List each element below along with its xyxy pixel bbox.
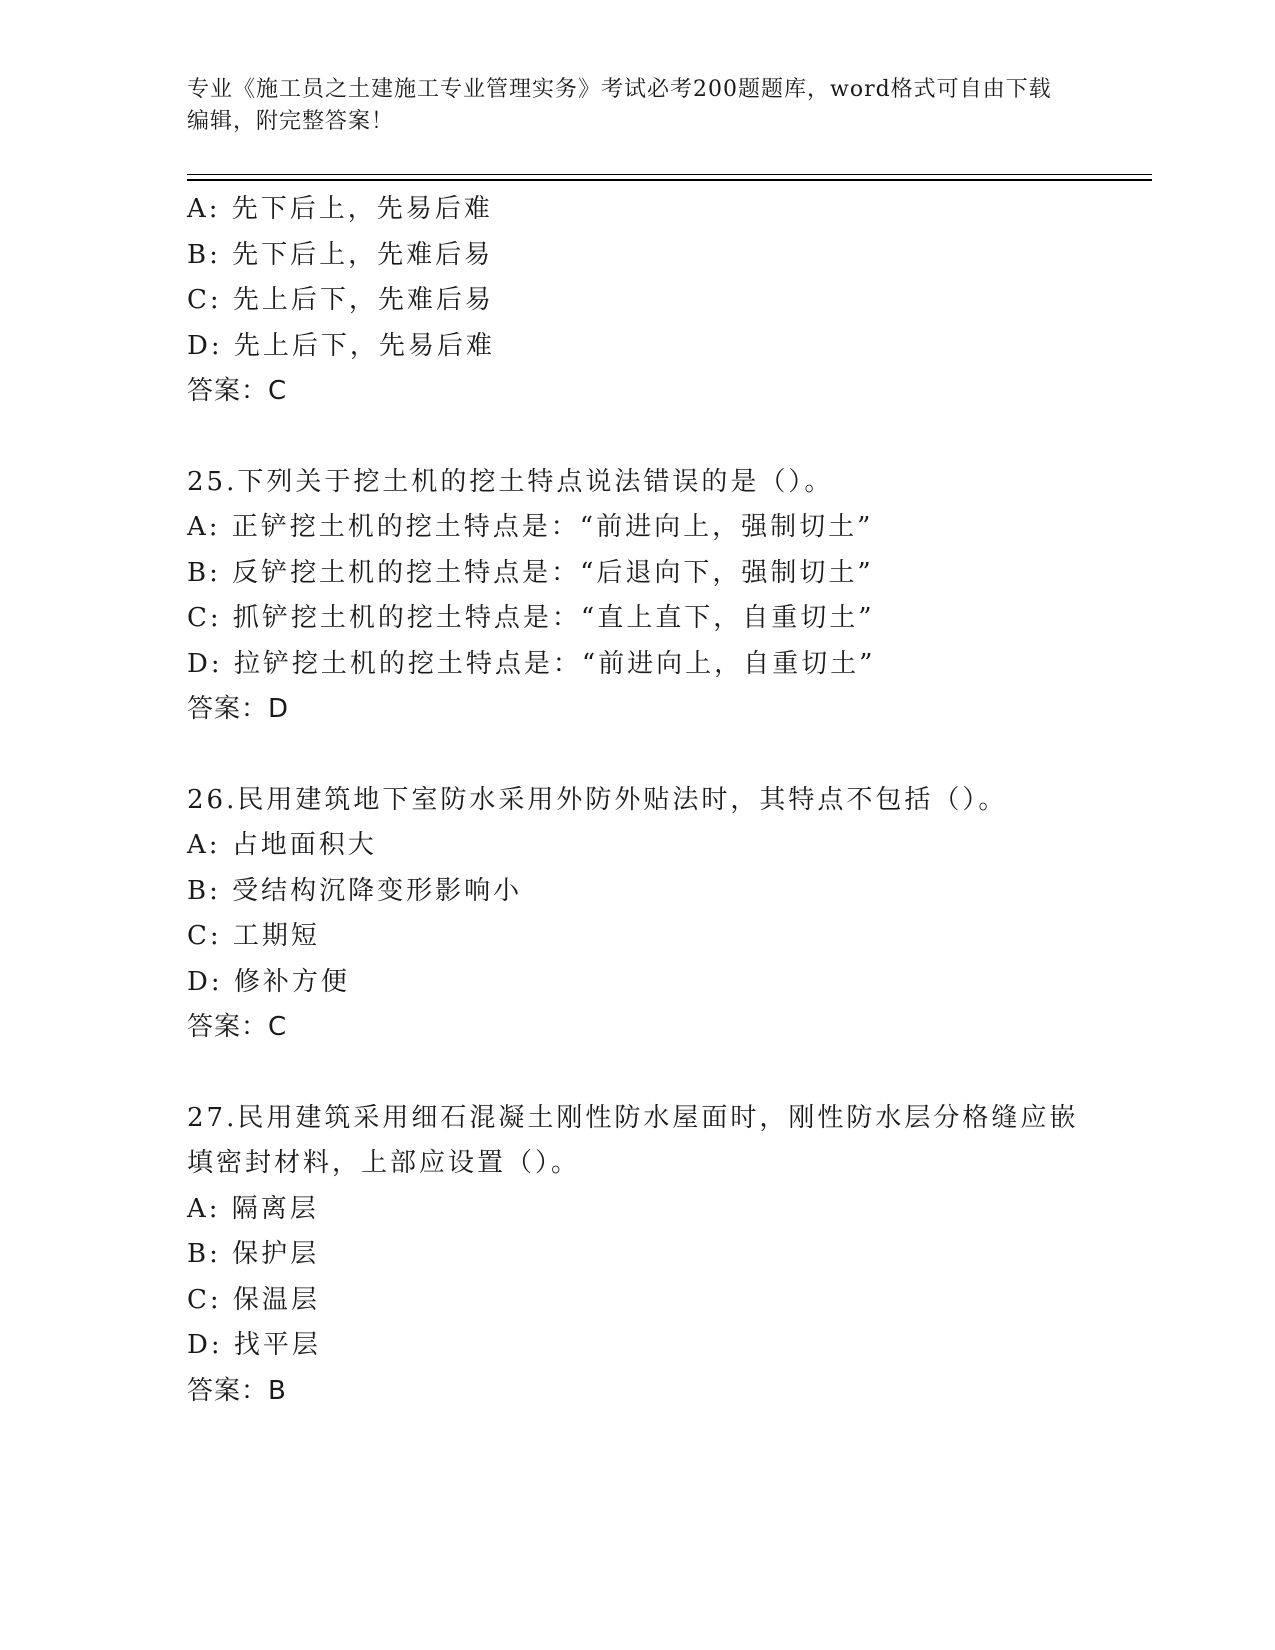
option-b: B: 反铲挖土机的挖土特点是：“后退向下，强制切土” [187,557,874,588]
answer: 答案：B [187,1375,287,1406]
option-c: C: 抓铲挖土机的挖土特点是：“直上直下，自重切土” [187,603,875,633]
document-header: 专业《施工员之土建施工专业管理实务》考试必考200题题库，word格式可自由下载编辑，附完整答案！ [187,77,1052,134]
option-a: A: 占地面积大 [187,830,377,860]
spacer [187,733,1087,778]
option-a: A: 先下后上，先易后难 [187,194,493,224]
option-c: C: 工期短 [187,921,320,951]
question-26 [187,778,1087,1051]
question-24 [187,187,1087,415]
option-c: C: 保温层 [187,1284,320,1315]
option-b: B: 受结构沉降变形影响小 [187,875,523,906]
option-c: C: 先上后下，先难后易 [187,285,494,315]
header-divider-thick [187,179,1152,181]
option-d: D: 修补方便 [187,966,350,997]
spacer [187,415,1087,460]
option-d: D: 先上后下，先易后难 [187,330,495,361]
question-stem: 26.民用建筑地下室防水采用外防外贴法时，其特点不包括（）。 [187,784,1008,815]
option-a: A: 隔离层 [187,1193,319,1224]
answer: 答案：D [187,694,290,724]
option-d: D: 拉铲挖土机的挖土特点是：“前进向上，自重切土” [187,648,876,679]
spacer [187,1051,1087,1096]
question-27 [187,1096,1087,1415]
answer: 答案：C [187,376,288,406]
question-stem: 25.下列关于挖土机的挖土特点说法错误的是（）。 [187,466,834,497]
question-25 [187,460,1087,733]
option-a: A: 正铲挖土机的挖土特点是：“前进向上，强制切土” [187,512,874,542]
question-stem: 27.民用建筑采用细石混凝土刚性防水屋面时，刚性防水层分格缝应嵌填密封材料，上部应设置（）。 [187,1102,1079,1178]
option-d: D: 找平层 [187,1330,321,1360]
option-b: B: 先下后上，先难后易 [187,239,494,270]
question-list [187,187,1087,1414]
header-divider-thin [187,174,1152,175]
option-b: B: 保护层 [187,1239,320,1269]
answer: 答案：C [187,1012,288,1042]
